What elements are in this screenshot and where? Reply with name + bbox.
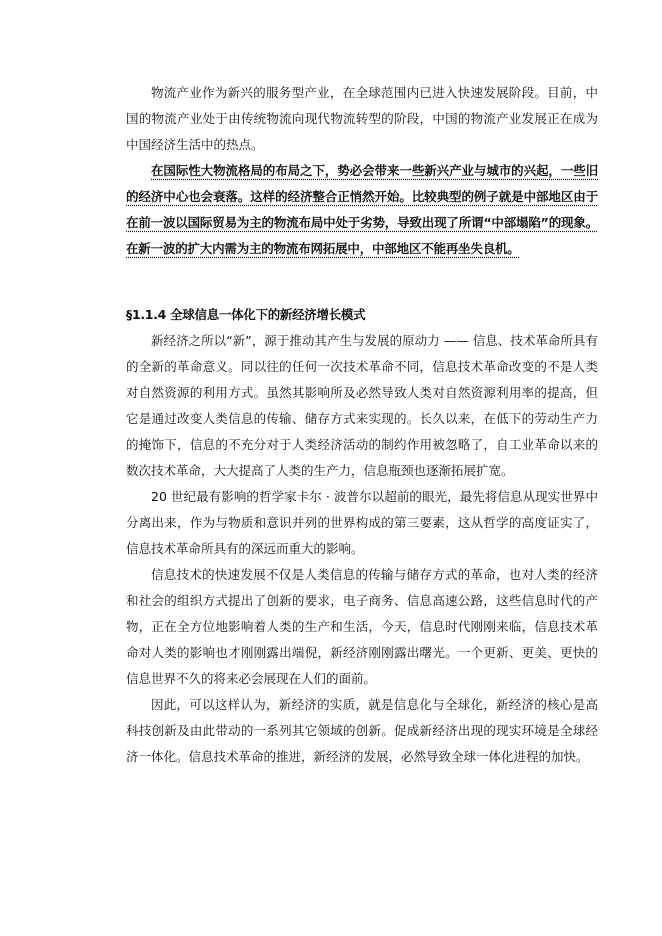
spacer (126, 262, 598, 282)
document-body (126, 80, 598, 770)
paragraph-logistics-industry: 物流产业作为新兴的服务型产业，在全球范围内已进入快速发展阶段。目前，中国的物流产业处于由传统物流向现代物流转型的阶段，中国的物流产业发展正在成为中国经济生活中的热点。 (126, 85, 598, 152)
paragraph-new-economy: 新经济之所以“新”，源于推动其产生与发展的原动力 —— 信息、技术革命所具有的全新的革命意义。同以往的任何一次技术革命不同，信息技术革命改变的不是人类对自然资源的利用方式。虽然其影响所及必然导致人类对自然资源利用率的提高，但它是通过改变人类信息的传输、储存方式来实现的。长久以来，在低下的劳动生产力的掩饰下，信息的不充分对于人类经济活动的制约作用被忽略了，自工业革命以来的数次技术革命，大大提高了人类的生产力，信息瓶颈也逐渐拓展扩宽。 (126, 333, 598, 478)
paragraph-conclusion: 因此，可以这样认为，新经济的实质，就是信息化与全球化，新经济的核心是高科技创新及由此带动的一系列其它领域的创新。促成新经济出现的现实环境是全球经济一体化。信息技术革命的推进，新经济的发展，必然导致全球一体化进程的加快。 (126, 697, 598, 764)
paragraph-popper: 20 世纪最有影响的哲学家卡尔 · 波普尔以超前的眼光，最先将信息从现实世界中分离出来，作为与物质和意识并列的世界构成的第三要素，这从哲学的高度证实了，信息技术革命所具有的深远而重大的影响。 (126, 489, 598, 556)
paragraph-info-tech: 信息技术的快速发展不仅是人类信息的传输与储存方式的革命，也对人类的经济和社会的组织方式提出了创新的要求，电子商务、信息高速公路，这些信息时代的产物，正在全方位地影响着人类的生产和生活，今天，信息时代刚刚来临，信息技术革命对人类的影响也才刚刚露出端倪，新经济刚刚露出曙光。一个更新、更美、更快的信息世界不久的将来必会展现在人们的面前。 (126, 567, 598, 686)
paragraph-logistics-layout-emphasis: 在国际性大物流格局的布局之下，势必会带来一些新兴产业与城市的兴起，一些旧的经济中心也会衰落。这样的经济整合正悄然开始。比较典型的例子就是中部地区由于在前一波以国际贸易为主的物流布局中处于劣势，导致出现了所谓“中部塌陷”的现象。在新一波的扩大内需为主的物流布网拓展中，中部地区不能再坐失良机。 (126, 163, 598, 256)
section-heading: §1.1.4 全球信息一体化下的新经济增长模式 (126, 307, 366, 322)
